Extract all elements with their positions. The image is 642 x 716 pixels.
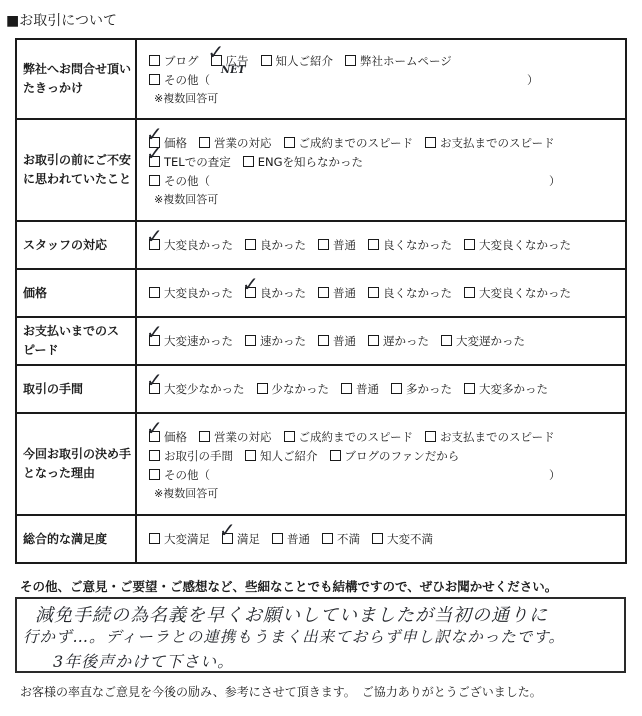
checkbox-option[interactable] bbox=[425, 428, 555, 447]
option-label: 大変速かった bbox=[164, 333, 233, 348]
checkbox[interactable] bbox=[368, 335, 379, 346]
checkbox[interactable] bbox=[149, 450, 160, 461]
checkbox[interactable] bbox=[425, 137, 436, 148]
checkbox[interactable] bbox=[391, 383, 402, 394]
check-mark-icon: ✓ bbox=[219, 517, 236, 542]
answer-options bbox=[136, 413, 626, 515]
handwritten-line-3: 3年後声かけて下さい。 bbox=[53, 652, 235, 671]
checkbox-option[interactable] bbox=[284, 134, 414, 153]
checkbox[interactable] bbox=[272, 533, 283, 544]
checkbox-option[interactable] bbox=[245, 236, 306, 255]
checkbox[interactable] bbox=[464, 287, 475, 298]
survey-row bbox=[16, 221, 626, 269]
handwritten-line-2: 行かず…。ディーラとの連携もうまく出来ておらず申し訳なかったです。 bbox=[23, 628, 566, 646]
option-label: その他（ bbox=[164, 73, 210, 87]
option-label: 速かった bbox=[260, 333, 306, 348]
checkbox[interactable] bbox=[425, 431, 436, 442]
option-label: 普通 bbox=[333, 333, 356, 348]
survey-row bbox=[16, 365, 626, 413]
option-label: 良かった bbox=[260, 285, 306, 300]
multiple-answer-note: ※複数回答可 bbox=[154, 92, 219, 105]
checkbox[interactable] bbox=[149, 74, 160, 85]
checkbox-option[interactable] bbox=[284, 428, 414, 447]
option-line bbox=[149, 517, 625, 549]
option-label: 大変多かった bbox=[479, 381, 548, 396]
checkbox[interactable] bbox=[345, 55, 356, 66]
checkbox-option[interactable] bbox=[146, 223, 233, 255]
checkbox[interactable] bbox=[149, 287, 160, 298]
checkbox-option[interactable] bbox=[245, 332, 306, 351]
checkbox-option[interactable] bbox=[146, 415, 187, 447]
option-label: その他（ bbox=[164, 467, 210, 482]
answer-options bbox=[136, 269, 626, 317]
survey-table bbox=[15, 38, 627, 564]
checkbox[interactable] bbox=[245, 239, 256, 250]
option-label: 良くなかった bbox=[383, 285, 452, 300]
survey-row bbox=[16, 39, 626, 119]
option-line bbox=[146, 415, 625, 447]
option-label: ご成約までのスピード bbox=[298, 135, 414, 150]
checkbox[interactable] bbox=[318, 239, 329, 250]
checkbox-option[interactable] bbox=[464, 236, 571, 255]
option-label: 少なかった bbox=[271, 381, 329, 396]
checkbox-option[interactable] bbox=[149, 71, 210, 90]
check-mark-icon: ✓ bbox=[146, 121, 163, 146]
checkbox-option[interactable] bbox=[199, 428, 272, 447]
checkbox[interactable] bbox=[199, 431, 210, 442]
option-label: ブログのファンだから bbox=[344, 448, 460, 463]
checkbox[interactable] bbox=[257, 383, 268, 394]
option-label: 大変遅かった bbox=[456, 333, 525, 348]
checkbox[interactable] bbox=[441, 335, 452, 346]
option-label: 広告 bbox=[225, 54, 249, 68]
option-label: お支払までのスピード bbox=[440, 429, 555, 444]
checkbox[interactable] bbox=[464, 383, 475, 394]
comment-box[interactable] bbox=[15, 597, 626, 673]
other-close-paren: ） bbox=[549, 467, 561, 482]
option-label: お支払までのスピード bbox=[440, 135, 555, 150]
footer-thanks: お客様の率直なご意見を今後の励み、参考にさせて頂きます。 ご協力ありがとうございました。 bbox=[20, 685, 542, 699]
handwritten-annotation: NET bbox=[221, 65, 246, 76]
checkbox-option[interactable] bbox=[318, 236, 356, 255]
checkbox-option[interactable] bbox=[368, 332, 429, 351]
option-label: 多かった bbox=[406, 381, 452, 396]
survey-row bbox=[16, 317, 626, 365]
other-close-paren: ） bbox=[527, 73, 539, 87]
checkbox[interactable] bbox=[284, 137, 295, 148]
option-label: 営業の対応 bbox=[214, 429, 272, 444]
checkbox-option[interactable] bbox=[199, 134, 272, 153]
checkbox[interactable] bbox=[245, 335, 256, 346]
check-mark-icon: ✓ bbox=[146, 319, 163, 344]
option-label: 大変少なかった bbox=[164, 381, 245, 396]
option-line bbox=[146, 121, 625, 153]
checkbox[interactable] bbox=[149, 55, 160, 66]
multiple-answer-note: ※複数回答可 bbox=[154, 486, 219, 500]
answer-options bbox=[136, 317, 626, 365]
checkbox[interactable] bbox=[368, 239, 379, 250]
survey-row bbox=[16, 119, 626, 221]
checkbox-option[interactable] bbox=[149, 172, 210, 191]
checkbox-option[interactable] bbox=[149, 466, 210, 485]
checkbox[interactable] bbox=[318, 287, 329, 298]
checkbox[interactable] bbox=[245, 450, 256, 461]
option-label: 大変満足 bbox=[164, 531, 210, 546]
comment-question: その他、ご意見・ご要望・ご感想など、些細なことでも結構ですので、ぜひお聞かせください。 bbox=[20, 579, 558, 594]
checkbox-option[interactable] bbox=[341, 380, 379, 399]
answer-options bbox=[136, 365, 626, 413]
multiple-answer-note: ※複数回答可 bbox=[154, 192, 219, 206]
answer-options bbox=[136, 119, 626, 221]
option-line bbox=[146, 319, 625, 351]
option-label: 価格 bbox=[164, 429, 187, 444]
option-label: ブログ bbox=[164, 54, 199, 68]
option-label: 満足 bbox=[237, 531, 260, 546]
checkbox-option[interactable] bbox=[219, 517, 260, 549]
checkbox-option[interactable] bbox=[146, 319, 233, 351]
option-line bbox=[146, 367, 625, 399]
option-label: 大変良かった bbox=[164, 237, 233, 252]
checkbox-option[interactable] bbox=[149, 52, 199, 71]
checkbox-option[interactable] bbox=[242, 271, 306, 303]
checkbox-option[interactable] bbox=[272, 530, 310, 549]
option-label: 普通 bbox=[333, 285, 356, 300]
answer-options bbox=[136, 221, 626, 269]
checkbox-option[interactable] bbox=[425, 134, 555, 153]
answer-options bbox=[136, 515, 626, 563]
option-label: 価格 bbox=[164, 135, 187, 150]
option-label: 大変不満 bbox=[387, 531, 433, 546]
option-label: 不満 bbox=[337, 531, 360, 546]
question-label: 取引の手間 bbox=[16, 365, 136, 413]
option-label: 遅かった bbox=[383, 333, 429, 348]
question-label: 総合的な満足度 bbox=[16, 515, 136, 563]
checkbox-option[interactable] bbox=[441, 332, 525, 351]
checkbox-option[interactable] bbox=[149, 447, 233, 466]
checkbox-option[interactable] bbox=[368, 284, 452, 303]
checkbox-option[interactable] bbox=[318, 284, 356, 303]
option-line bbox=[149, 447, 625, 466]
option-label: 大変良くなかった bbox=[479, 237, 571, 252]
checkbox[interactable] bbox=[372, 533, 383, 544]
checkbox[interactable] bbox=[318, 335, 329, 346]
option-line bbox=[149, 271, 625, 303]
checkbox-option[interactable] bbox=[368, 236, 452, 255]
option-line bbox=[149, 172, 625, 191]
option-label: 営業の対応 bbox=[214, 135, 272, 150]
checkbox-option[interactable] bbox=[243, 153, 363, 172]
checkbox-option[interactable] bbox=[146, 367, 245, 399]
check-mark-icon: ✓ bbox=[242, 271, 259, 296]
checkbox[interactable] bbox=[243, 156, 254, 167]
checkbox[interactable] bbox=[341, 383, 352, 394]
checkbox-option[interactable] bbox=[322, 530, 360, 549]
question-label: スタッフの対応 bbox=[16, 221, 136, 269]
option-line bbox=[149, 71, 625, 90]
check-mark-icon: ✓ bbox=[146, 223, 163, 248]
question-label: 今回お取引の決め手となった理由 bbox=[16, 413, 136, 515]
question-label: お支払いまでのスピード bbox=[16, 317, 136, 365]
option-line bbox=[146, 223, 625, 255]
checkbox[interactable] bbox=[261, 55, 272, 66]
section-title: ■お取引について bbox=[6, 13, 117, 29]
option-label: 大変良かった bbox=[164, 285, 233, 300]
checkbox-option[interactable] bbox=[257, 380, 330, 399]
checkbox-option[interactable] bbox=[245, 447, 318, 466]
checkbox-option[interactable] bbox=[345, 52, 452, 71]
checkbox[interactable] bbox=[322, 533, 333, 544]
checkbox-option[interactable] bbox=[464, 380, 548, 399]
answer-options bbox=[136, 39, 626, 119]
checkbox[interactable] bbox=[464, 239, 475, 250]
survey-row bbox=[16, 413, 626, 515]
checkbox-option[interactable] bbox=[391, 380, 452, 399]
option-label: お取引の手間 bbox=[164, 448, 233, 463]
survey-row bbox=[16, 269, 626, 317]
option-label: 普通 bbox=[333, 237, 356, 252]
option-label: ENGを知らなかった bbox=[257, 154, 363, 169]
option-label: その他（ bbox=[164, 173, 210, 188]
option-label: 普通 bbox=[356, 381, 379, 396]
checkbox[interactable] bbox=[149, 533, 160, 544]
checkbox-option[interactable] bbox=[372, 530, 433, 549]
survey-row bbox=[16, 515, 626, 563]
option-label: 大変良くなかった bbox=[479, 285, 571, 300]
option-label: 知人ご紹介 bbox=[260, 448, 318, 463]
option-label: 知人ご紹介 bbox=[275, 54, 333, 68]
question-label: 価格 bbox=[16, 269, 136, 317]
checkbox[interactable] bbox=[149, 175, 160, 186]
checkbox-option[interactable] bbox=[464, 284, 571, 303]
check-mark-icon: ✓ bbox=[146, 367, 163, 392]
checkbox-option[interactable] bbox=[149, 284, 233, 303]
option-label: 良くなかった bbox=[383, 237, 452, 252]
checkbox[interactable] bbox=[368, 287, 379, 298]
option-label: 普通 bbox=[287, 531, 310, 546]
checkbox[interactable] bbox=[284, 431, 295, 442]
checkbox[interactable] bbox=[330, 450, 341, 461]
checkbox[interactable] bbox=[149, 469, 160, 480]
handwritten-line-1: 減免手続の為名義を早くお願いしていましたが当初の通りに bbox=[35, 605, 548, 626]
check-mark-icon: ✓ bbox=[207, 40, 225, 64]
question-label: 弊社へお問合せ頂いたきっかけ bbox=[16, 39, 136, 119]
question-label: お取引の前にご不安に思われていたこと bbox=[16, 119, 136, 221]
checkbox-option[interactable] bbox=[318, 332, 356, 351]
option-label: 弊社ホームページ bbox=[360, 54, 452, 68]
checkbox-option[interactable] bbox=[149, 530, 210, 549]
checkbox-option[interactable] bbox=[261, 52, 334, 71]
checkbox[interactable] bbox=[199, 137, 210, 148]
option-label: ご成約までのスピード bbox=[298, 429, 414, 444]
check-mark-icon: ✓ bbox=[146, 140, 163, 165]
option-label: TELでの査定 bbox=[164, 154, 231, 169]
option-label: 良かった bbox=[260, 237, 306, 252]
other-close-paren: ） bbox=[549, 173, 561, 188]
checkbox-option[interactable] bbox=[330, 447, 460, 466]
option-line bbox=[149, 40, 625, 76]
option-line bbox=[149, 466, 625, 485]
check-mark-icon: ✓ bbox=[146, 415, 163, 440]
